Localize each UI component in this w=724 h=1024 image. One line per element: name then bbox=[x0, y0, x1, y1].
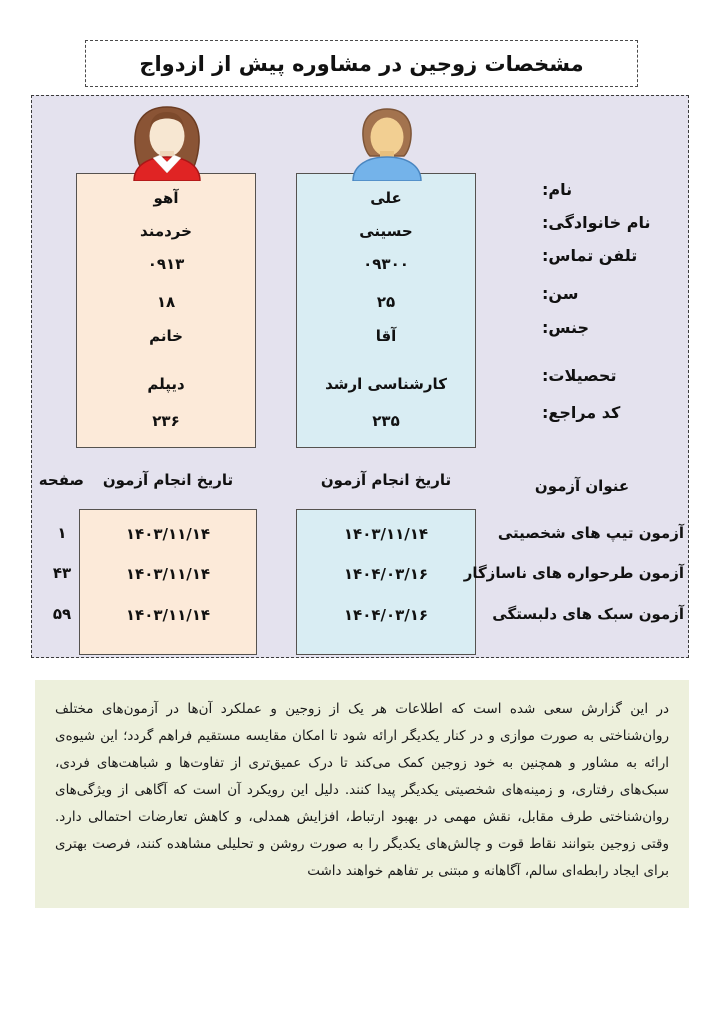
wife-name-value: آهو bbox=[153, 189, 179, 207]
test-name: آزمون سبک های دلبستگی bbox=[492, 605, 684, 623]
name-label: نام: bbox=[542, 180, 573, 199]
test-page-number: ۱ bbox=[57, 524, 67, 542]
wife-test-date: ۱۴۰۳/۱۱/۱۴ bbox=[125, 525, 211, 543]
phone-label: تلفن تماس: bbox=[542, 246, 638, 265]
husband-education-value: کارشناسی ارشد bbox=[325, 375, 447, 393]
husband-age-value: ۲۵ bbox=[376, 293, 396, 311]
wife-test-date: ۱۴۰۳/۱۱/۱۴ bbox=[125, 606, 211, 624]
husband-gender-value: آقا bbox=[375, 327, 397, 345]
wife-avatar-icon bbox=[122, 105, 212, 181]
code-label: کد مراجع: bbox=[542, 403, 621, 422]
husband-date-column-header: تاریخ انجام آزمون bbox=[320, 471, 452, 489]
age-label: سن: bbox=[542, 284, 579, 303]
wife-family-value: خردمند bbox=[140, 222, 192, 240]
wife-date-column-header: تاریخ انجام آزمون bbox=[102, 471, 234, 489]
family-label: نام خانوادگی: bbox=[542, 213, 651, 232]
husband-phone-value: ۰۹۳۰۰ bbox=[363, 255, 409, 273]
husband-dates-box bbox=[296, 509, 476, 655]
husband-test-date: ۱۴۰۴/۰۳/۱۶ bbox=[343, 606, 429, 624]
field-labels-column bbox=[542, 166, 672, 441]
test-name: آزمون طرحواره های ناسازگار bbox=[463, 564, 684, 582]
page-column-header: صفحه bbox=[38, 471, 84, 489]
husband-name-value: علی bbox=[370, 189, 402, 207]
wife-info-card bbox=[76, 173, 256, 448]
page-title: مشخصات زوجین در مشاوره پیش از ازدواج bbox=[139, 51, 584, 76]
wife-phone-value: ۰۹۱۳ bbox=[147, 255, 185, 273]
test-title-column-header: عنوان آزمون bbox=[534, 477, 630, 495]
husband-test-date: ۱۴۰۳/۱۱/۱۴ bbox=[343, 525, 429, 543]
test-page-number: ۵۹ bbox=[52, 605, 72, 623]
gender-label: جنس: bbox=[542, 318, 590, 337]
wife-code-value: ۲۳۶ bbox=[152, 412, 180, 430]
education-label: تحصیلات: bbox=[542, 366, 617, 385]
wife-age-value: ۱۸ bbox=[156, 293, 176, 311]
husband-info-card bbox=[296, 173, 476, 448]
husband-avatar-icon bbox=[342, 105, 432, 181]
couple-info-panel bbox=[31, 95, 689, 658]
report-description-text: در این گزارش سعی شده است که اطلاعات هر یک از زوجین و عملکرد آن‌ها در آزمون‌های مختلف روان‌شناختی به صورت موازی و در کنار یکدیگر ارائه شود تا امکان مقایسه مستقیم فراهم گردد؛ این شیوه‌ی ارائه به مشاور و همچنین به خود زوجین کمک می‌کند تا درک عمیق‌تری از تفاوت‌ها و شباهت‌های فردی، سبک‌های رفتاری، و زمینه‌های شخصیتی یکدیگر پیدا کنند. دلیل این رویکرد آن است که آگاهی از ویژگی‌های روان‌شناختی طرف مقابل، نقش مهمی در بهبود ارتباط، افزایش همدلی، و کاهش تعارضات احتمالی دارد. وقتی زوجین بتوانند نقاط قوت و چالش‌های یکدیگر را به صورت روشن و تحلیلی مشاهده کنند، فرصت بهتری برای ایجاد رابطه‌ای سالم، آگاهانه و مبتنی بر تفاهم خواهند داشت bbox=[55, 701, 669, 879]
test-page-number: ۴۳ bbox=[52, 564, 72, 582]
wife-test-date: ۱۴۰۳/۱۱/۱۴ bbox=[125, 565, 211, 583]
test-name: آزمون تیپ های شخصیتی bbox=[497, 524, 684, 542]
wife-dates-box bbox=[79, 509, 257, 655]
husband-code-value: ۲۳۵ bbox=[372, 412, 400, 430]
husband-family-value: حسینی bbox=[359, 222, 413, 240]
wife-gender-value: خانم bbox=[149, 327, 183, 345]
report-description-box bbox=[35, 680, 689, 908]
wife-education-value: دیپلم bbox=[147, 375, 185, 393]
report-title-box bbox=[85, 40, 638, 87]
husband-test-date: ۱۴۰۴/۰۳/۱۶ bbox=[343, 565, 429, 583]
